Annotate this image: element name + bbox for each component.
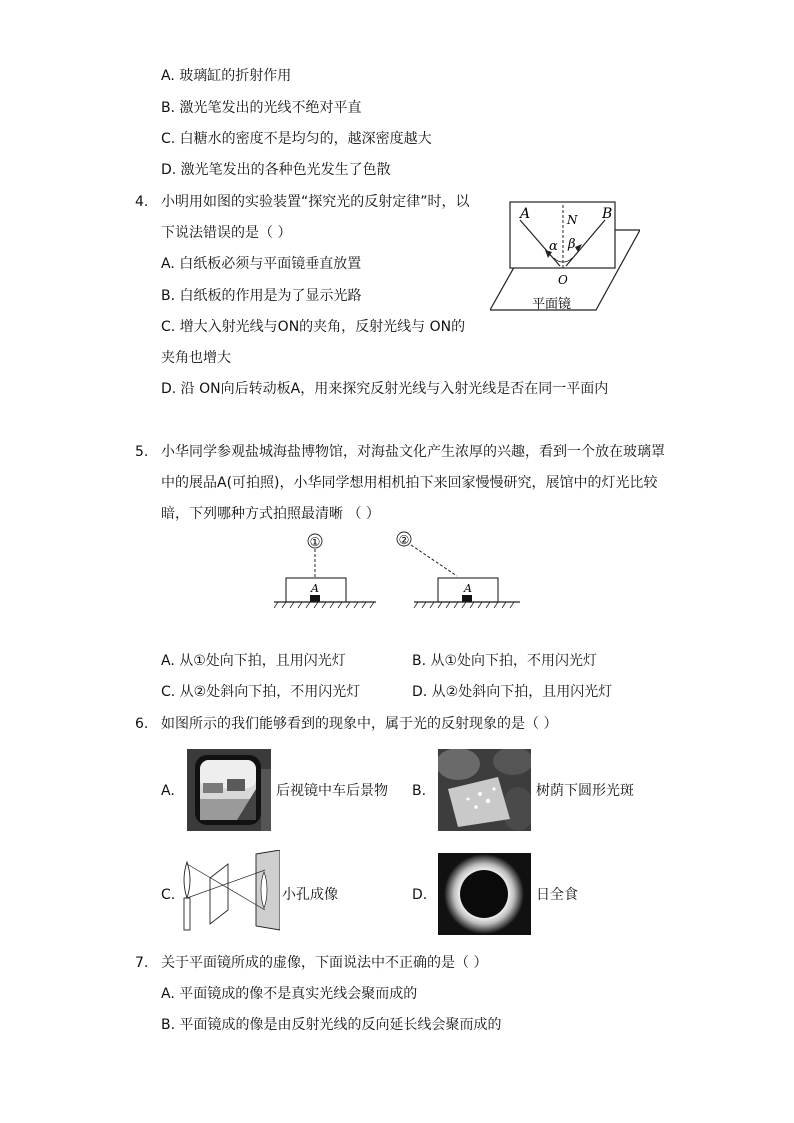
figure-label-b: B xyxy=(602,206,613,222)
q7-option-b: B. 平面镜成的像是由反射光线的反向延长线会聚而成的 xyxy=(161,1017,502,1033)
ground-hatch-1 xyxy=(274,602,374,608)
q5-option-a: A. 从①处向下拍，且用闪光灯 xyxy=(161,653,346,669)
exhibit-label-2: A xyxy=(464,582,472,595)
q5-option-d: D. 从②处斜向下拍，且用闪光灯 xyxy=(412,684,613,700)
position-1-label: ① xyxy=(309,535,321,549)
q6-option-d-text: 日全食 xyxy=(536,887,578,903)
total-solar-eclipse-image xyxy=(438,853,531,935)
figure-label-beta: β xyxy=(568,237,576,252)
q5-option-c: C. 从②处斜向下拍，不用闪光灯 xyxy=(161,684,361,700)
q3-option-a: A. 玻璃缸的折射作用 xyxy=(161,68,292,84)
screen xyxy=(256,850,280,930)
q4-option-c-line2: 夹角也增大 xyxy=(161,350,231,366)
q6-option-a-text: 后视镜中车后景物 xyxy=(276,783,388,799)
candle-flame xyxy=(184,862,190,898)
q6-number: 6. xyxy=(135,716,149,732)
rear-view-mirror-image xyxy=(187,749,271,831)
q6-option-c-letter: C. xyxy=(161,887,176,903)
figure-label-o: O xyxy=(558,273,568,287)
q5-stem-line1: 小华同学参观盐城海盐博物馆，对海盐文化产生浓厚的兴趣，看到一个放在玻璃罩 xyxy=(161,444,665,460)
q6-option-c-text: 小孔成像 xyxy=(282,887,338,903)
reflection-experiment-figure xyxy=(490,200,640,318)
figure-label-alpha: α xyxy=(549,239,558,254)
q4-option-d: D. 沿 ON向后转动板A，用来探究反射光线与入射光线是否在同一平面内 xyxy=(161,381,609,397)
position-2-dashed-line xyxy=(411,545,457,576)
q3-option-d: D. 激光笔发出的各种色光发生了色散 xyxy=(161,162,391,178)
tree-shade-light-spots-image xyxy=(438,749,531,831)
q6-option-b-letter: B. xyxy=(412,783,427,799)
pinhole-imaging-figure xyxy=(180,850,280,932)
q3-option-b: B. 激光笔发出的光线不绝对平直 xyxy=(161,100,362,116)
q7-option-a: A. 平面镜成的像不是真实光线会聚而成的 xyxy=(161,986,418,1002)
q5-number: 5. xyxy=(135,444,149,460)
figure-label-a: A xyxy=(520,206,531,222)
q6-option-b-text: 树荫下圆形光斑 xyxy=(536,783,634,799)
q7-stem: 关于平面镜所成的虚像，下面说法中不正确的是（ ） xyxy=(161,955,488,971)
q5-stem-line2: 中的展品A(可拍照)，小华同学想用相机拍下来回家慢慢研究，展馆中的灯光比较 xyxy=(161,475,658,491)
candle xyxy=(184,898,190,930)
q7-number: 7. xyxy=(135,955,149,971)
q5-stem-line3: 暗，下列哪种方式拍照最清晰 （ ） xyxy=(161,506,380,522)
q4-option-b: B. 白纸板的作用是为了显示光路 xyxy=(161,288,362,304)
pinhole-board xyxy=(210,864,228,924)
q3-option-c: C. 白糖水的密度不是均匀的，越深密度越大 xyxy=(161,131,432,147)
exhibit-1 xyxy=(310,595,320,602)
position-2-label: ② xyxy=(398,533,410,547)
camera-position-figure xyxy=(272,528,522,610)
q4-option-c-line1: C. 增大入射光线与ON的夹角，反射光线与 ON的 xyxy=(161,319,466,335)
q4-option-a: A. 白纸板必须与平面镜垂直放置 xyxy=(161,256,362,272)
figure-caption-plane-mirror: 平面镜 xyxy=(532,297,572,312)
exhibit-label-1: A xyxy=(311,582,319,595)
q6-option-d-letter: D. xyxy=(412,887,428,903)
exhibit-2 xyxy=(462,595,472,602)
q6-option-a-letter: A. xyxy=(161,783,175,799)
q6-stem: 如图所示的我们能够看到的现象中，属于光的反射现象的是（ ） xyxy=(161,716,558,732)
q4-stem-line2: 下说法错误的是（ ） xyxy=(161,225,292,241)
ground-hatch-2 xyxy=(414,602,514,608)
figure-label-n: N xyxy=(567,213,578,227)
q4-stem-line1: 小明用如图的实验装置“探究光的反射定律”时，以 xyxy=(161,194,470,210)
q4-number: 4. xyxy=(135,194,149,210)
q5-option-b: B. 从①处向下拍，不用闪光灯 xyxy=(412,653,598,669)
